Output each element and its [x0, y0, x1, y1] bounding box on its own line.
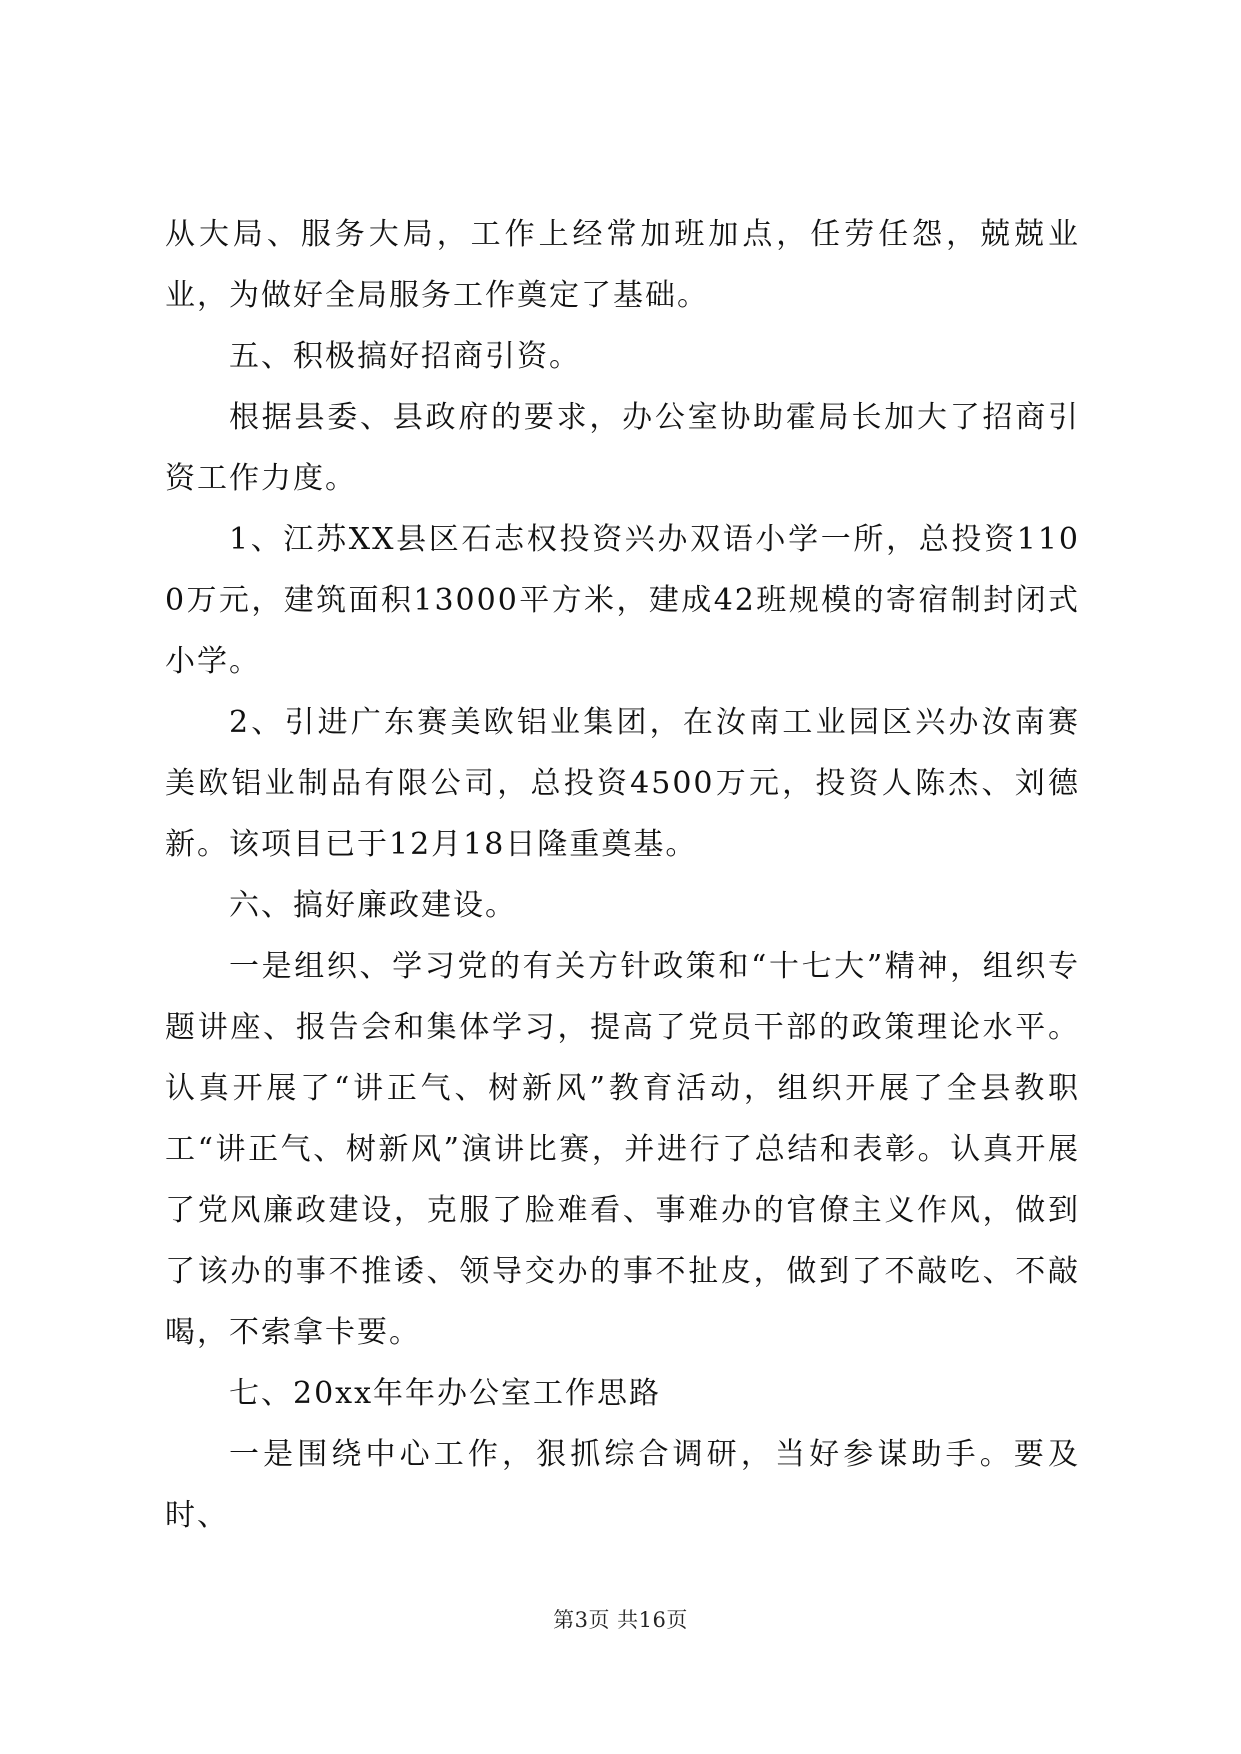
heading-section-6: 六、搞好廉政建设。 — [229, 888, 517, 923]
paragraph-1: 从大局、服务大局，工作上经常加班加点，任劳任怨，兢兢业业，为做好全局服务工作奠定了基础。 — [165, 217, 1080, 313]
heading-section-5: 五、积极搞好招商引资。 — [229, 339, 581, 374]
paragraph-item-1: 1、江苏XX县区石志权投资兴办双语小学一所，总投资1100万元，建筑面积13000平方米，建成42班规模的寄宿制封闭式小学。 — [165, 522, 1080, 679]
paragraph-2: 根据县委、县政府的要求，办公室协助霍局长加大了招商引资工作力度。 — [165, 400, 1080, 496]
paragraph-4: 一是围绕中心工作，狠抓综合调研，当好参谋助手。要及时、 — [165, 1437, 1080, 1533]
heading-section-7: 七、20xx年年办公室工作思路 — [229, 1376, 662, 1411]
paragraph-3: 一是组织、学习党的有关方针政策和“十七大”精神，组织专题讲座、报告会和集体学习，提高了党员干部的政策理论水平。认真开展了“讲正气、树新风”教育活动，组织开展了全县教职工“讲正气、树新风”演讲比赛，并进行了总结和表彰。认真开展了党风廉政建设，克服了脸难看、事难办的官僚主义作风，做到了该办的事不推诿、领导交办的事不扯皮，做到了不敲吃、不敲喝，不索拿卡要。 — [165, 949, 1080, 1350]
document-body — [165, 204, 1080, 1546]
page-number-footer: 第3页 共16页 — [553, 1608, 688, 1632]
paragraph-item-2: 2、引进广东赛美欧铝业集团，在汝南工业园区兴办汝南赛美欧铝业制品有限公司，总投资4500万元，投资人陈杰、刘德新。该项目已于12月18日隆重奠基。 — [165, 705, 1080, 862]
